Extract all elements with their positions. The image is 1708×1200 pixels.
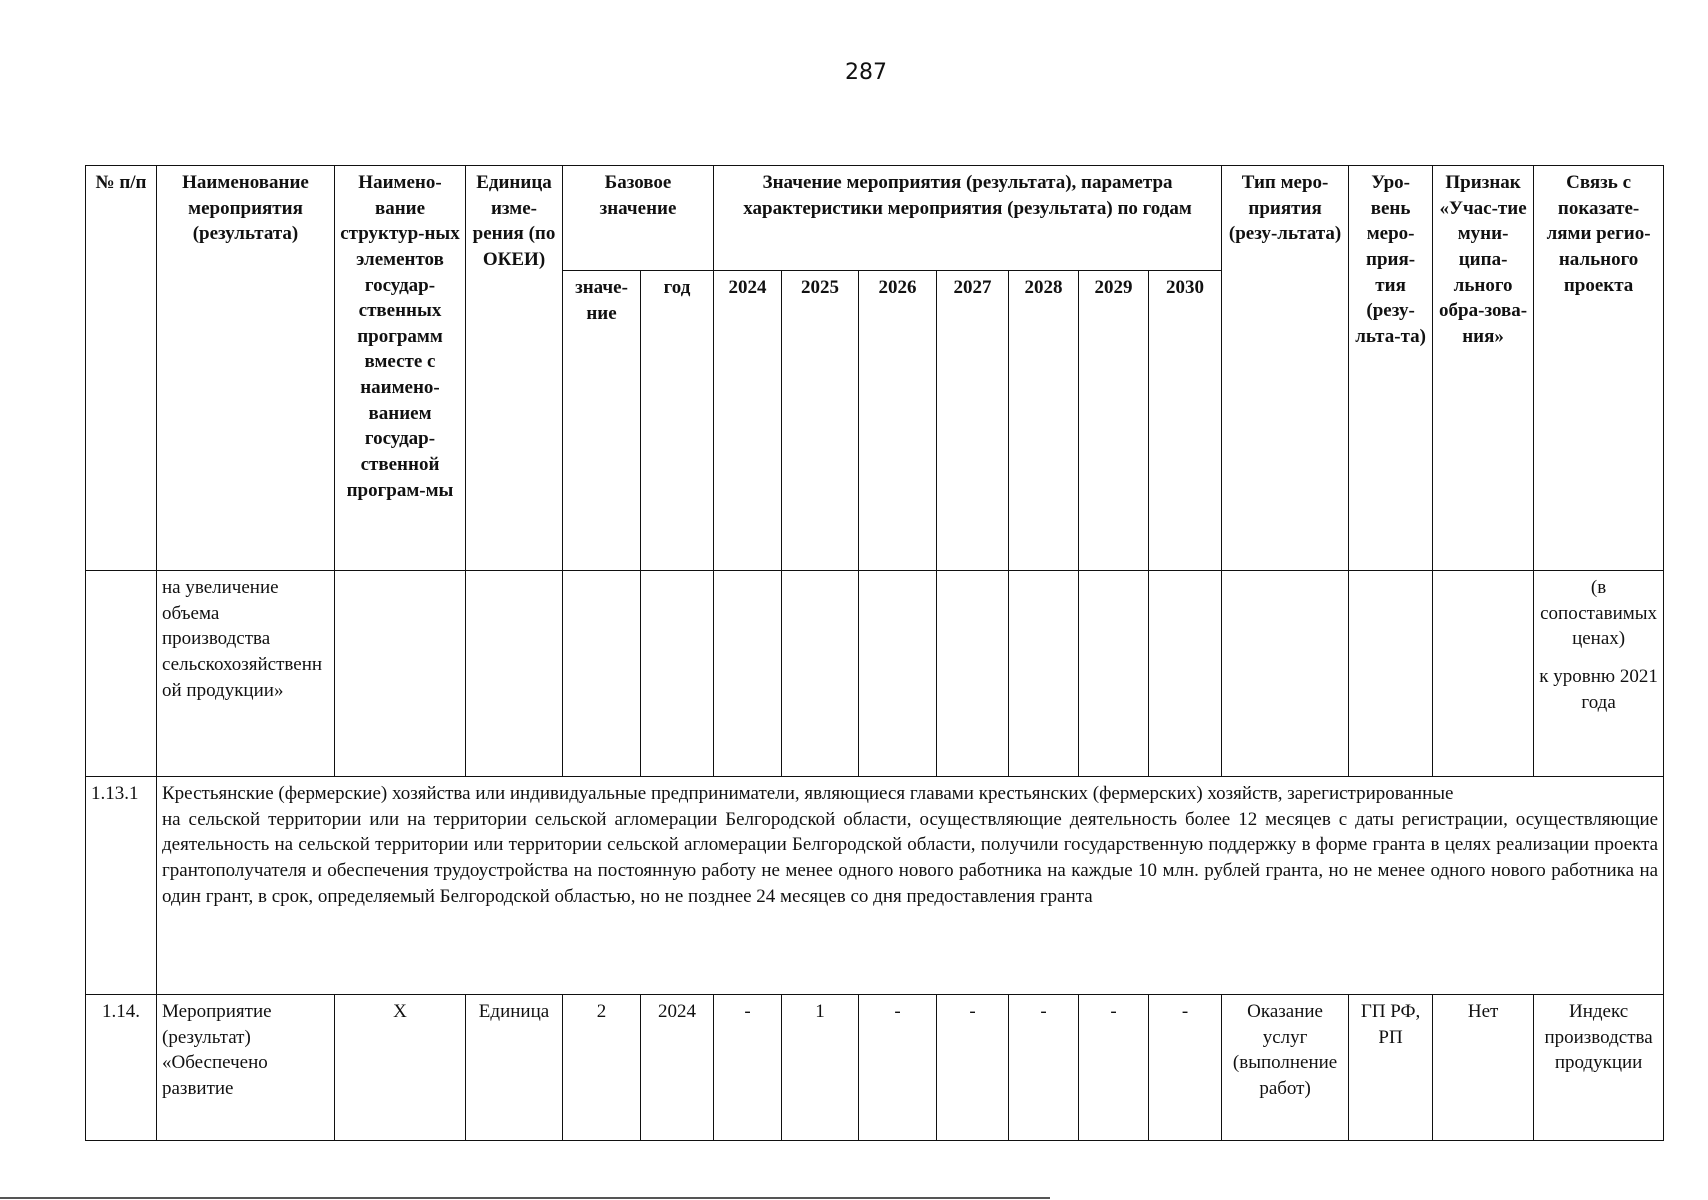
cell-year-2025: 1 bbox=[782, 995, 859, 1141]
cell-type bbox=[1222, 571, 1349, 777]
cell-year-2028 bbox=[1009, 571, 1079, 777]
cell-link: Индекс производства продукции bbox=[1534, 995, 1664, 1141]
cell-num: 1.14. bbox=[86, 995, 157, 1141]
header-row-1 bbox=[86, 166, 1664, 271]
cell-level bbox=[1349, 571, 1433, 777]
footer-rule bbox=[0, 1197, 1050, 1199]
table-row bbox=[86, 777, 1664, 995]
header-year-2028: 2028 bbox=[1009, 271, 1079, 571]
header-type: Тип меро-приятия (резу-льтата) bbox=[1222, 166, 1349, 571]
header-year-2030: 2030 bbox=[1149, 271, 1222, 571]
header-unit: Единица изме-рения (по ОКЕИ) bbox=[466, 166, 563, 571]
cell-year-2025 bbox=[782, 571, 859, 777]
header-link: Связь с показате-лями регио-нального проекта bbox=[1534, 166, 1664, 571]
header-num: № п/п bbox=[86, 166, 157, 571]
cell-struct bbox=[335, 571, 466, 777]
cell-type: Оказание услуг (выполнение работ) bbox=[1222, 995, 1349, 1141]
cell-base-year: 2024 bbox=[641, 995, 714, 1141]
link-text-part1: (в сопоставимых ценах) bbox=[1540, 577, 1658, 650]
header-year-2025: 2025 bbox=[782, 271, 859, 571]
cell-year-2029: - bbox=[1079, 995, 1149, 1141]
cell-year-2026 bbox=[859, 571, 937, 777]
header-year-2024: 2024 bbox=[714, 271, 782, 571]
cell-base-value: 2 bbox=[563, 995, 641, 1141]
cell-struct: X bbox=[335, 995, 466, 1141]
link-text-part2: к уровню 2021 года bbox=[1539, 665, 1658, 713]
cell-year-2030: - bbox=[1149, 995, 1222, 1141]
table-row bbox=[86, 995, 1664, 1141]
cell-name: Мероприятие (результат) «Обеспечено развитие bbox=[157, 995, 335, 1141]
header-level: Уро-вень меро-прия-тия (резу-льта-та) bbox=[1349, 166, 1433, 571]
cell-year-2030 bbox=[1149, 571, 1222, 777]
cell-merged-description bbox=[157, 777, 1664, 995]
header-name: Наименование мероприятия (результата) bbox=[157, 166, 335, 571]
header-year-2029: 2029 bbox=[1079, 271, 1149, 571]
cell-sign bbox=[1433, 571, 1534, 777]
header-year-2026: 2026 bbox=[859, 271, 937, 571]
header-values: Значение мероприятия (результата), параметра характеристики мероприятия (результата) по годам bbox=[714, 166, 1222, 271]
cell-unit: Единица bbox=[466, 995, 563, 1141]
header-base: Базовое значение bbox=[563, 166, 714, 271]
cell-year-2028: - bbox=[1009, 995, 1079, 1141]
cell-year-2027: - bbox=[937, 995, 1009, 1141]
header-base-value: значе-ние bbox=[563, 271, 641, 571]
cell-num bbox=[86, 571, 157, 777]
cell-year-2029 bbox=[1079, 571, 1149, 777]
header-struct: Наимено-вание структур-ных элементов государ-ственных программ вместе с наимено-ванием государ-ственной програм-мы bbox=[335, 166, 466, 571]
cell-link bbox=[1534, 571, 1664, 777]
page-number: 287 bbox=[845, 60, 887, 85]
cell-year-2026: - bbox=[859, 995, 937, 1141]
description-line1: Крестьянские (фермерские) хозяйства или индивидуальные предприниматели, являющиеся главами крестьянских (фермерских) хозяйств, зарегистрированные bbox=[162, 783, 1454, 804]
cell-year-2024 bbox=[714, 571, 782, 777]
header-base-year: год bbox=[641, 271, 714, 571]
cell-base-year bbox=[641, 571, 714, 777]
table-row bbox=[86, 571, 1664, 777]
cell-num: 1.13.1 bbox=[86, 777, 157, 995]
cell-year-2024: - bbox=[714, 995, 782, 1141]
header-sign: Признак «Учас-тие муни-ципа-льного обра-зова-ния» bbox=[1433, 166, 1534, 571]
description-line2: на сельской территории или на территории сельской агломерации Белгородской области, осуществляющие деятельность более 12 месяцев с даты регистрации, осуществляющие деятельность на сельской территории или территории сельской агломерации Белгородской области, получили государственную поддержку в форме гранта в целях реализации проекта грантополучателя и обеспечения трудоустройства на постоянную работу не менее одного нового работника на каждые 10 млн. рублей гранта, но не менее одного нового работника на один грант, в срок, определяемый Белгородской областью, но не позднее 24 месяцев со дня предоставления гранта bbox=[162, 808, 1659, 907]
results-table bbox=[85, 165, 1664, 1141]
cell-level: ГП РФ, РП bbox=[1349, 995, 1433, 1141]
header-year-2027: 2027 bbox=[937, 271, 1009, 571]
cell-base-value bbox=[563, 571, 641, 777]
cell-unit bbox=[466, 571, 563, 777]
cell-sign: Нет bbox=[1433, 995, 1534, 1141]
cell-name: на увеличение объема производства сельскохозяйственной продукции» bbox=[157, 571, 335, 777]
cell-year-2027 bbox=[937, 571, 1009, 777]
